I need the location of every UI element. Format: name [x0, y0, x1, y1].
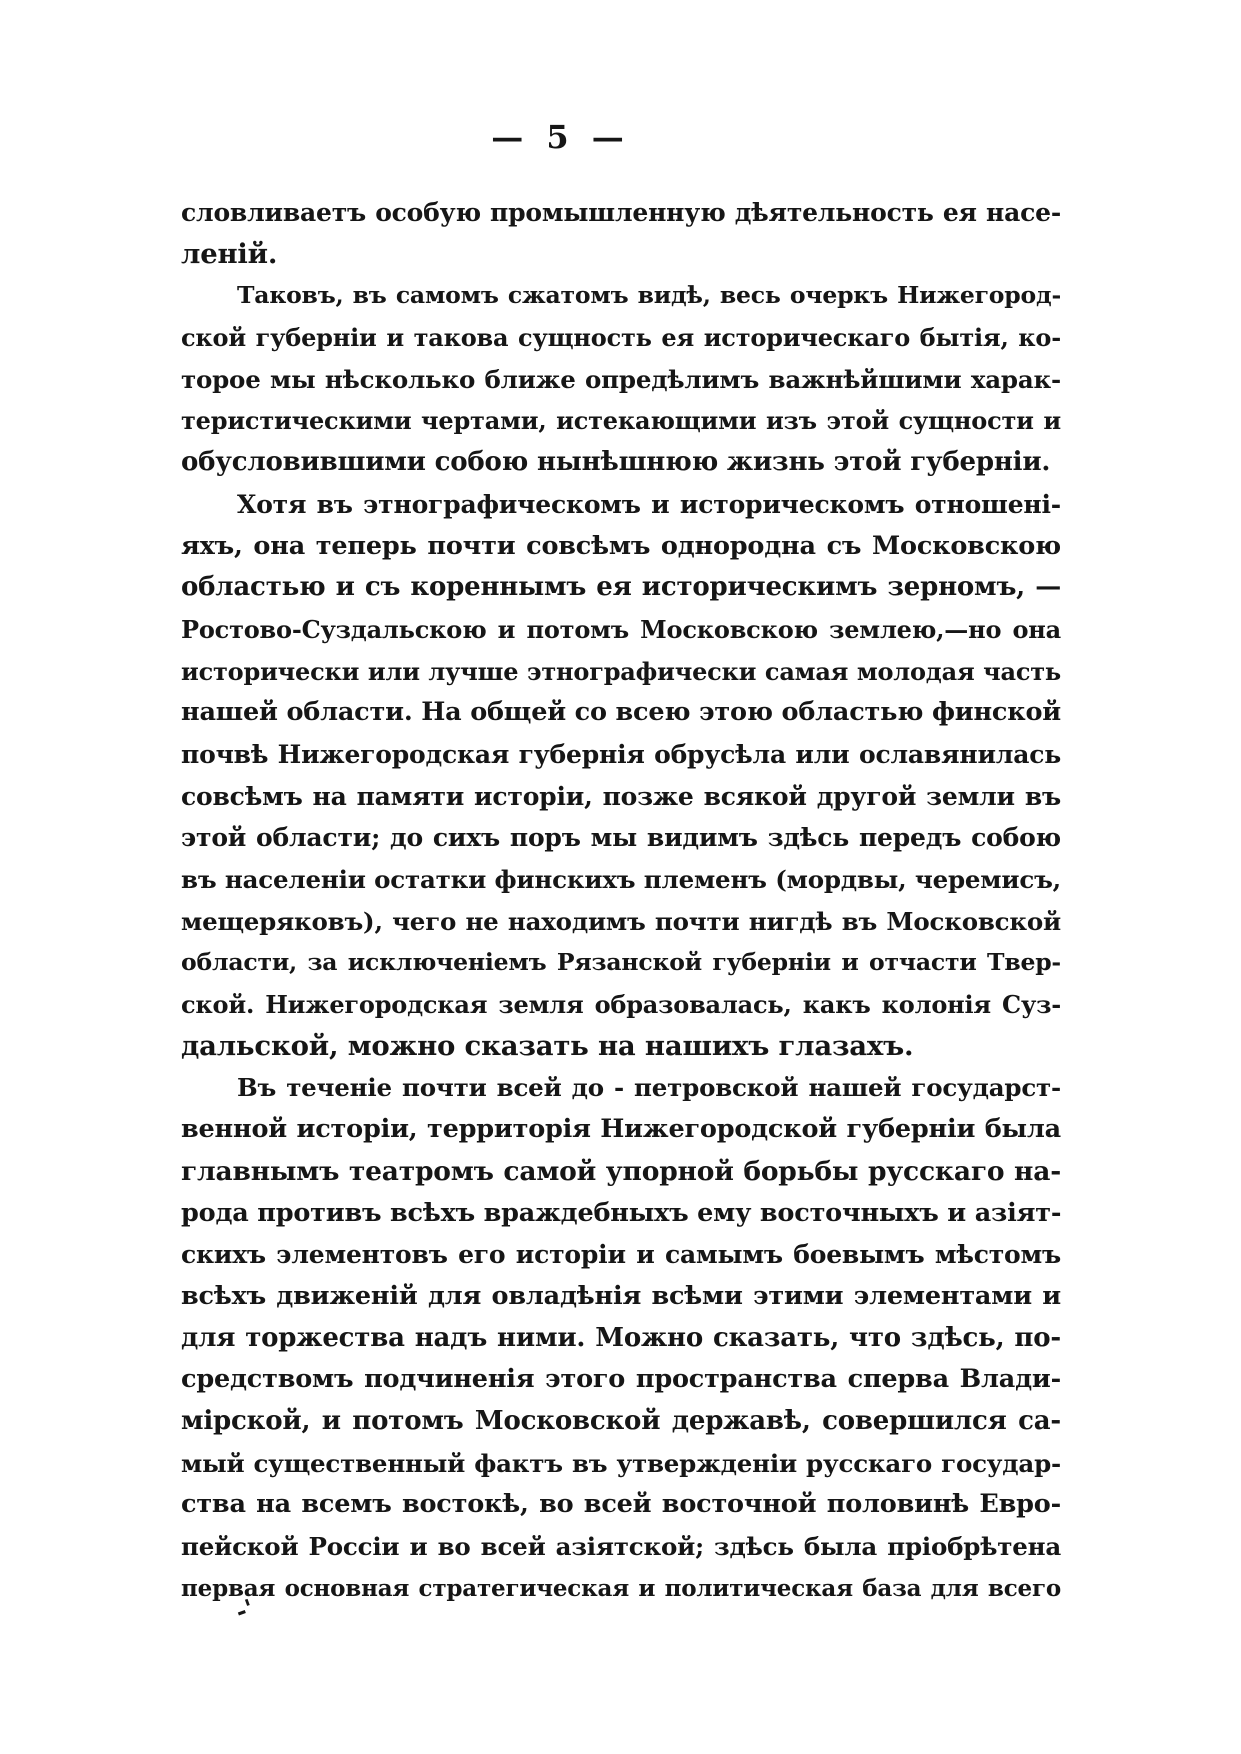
text-line: мещеряковъ), чего не находимъ почти нигдѣ въ Московской — [181, 906, 1061, 936]
text-line: этой области; до сихъ поръ мы видимъ здѣсь передъ собою — [181, 823, 1061, 853]
text-line: области, за исключеніемъ Рязанской губерніи и отчасти Твер- — [181, 948, 1061, 977]
text-line: всѣхъ движеній для овладѣнія всѣми этими элементами и — [181, 1280, 1061, 1311]
text-line: леній. — [181, 237, 278, 270]
text-line: для торжества надъ ними. Можно сказать, что здѣсь, по- — [181, 1322, 1061, 1353]
text-line: торое мы нѣсколько ближе опредѣлимъ важнѣйшими харак- — [181, 364, 1061, 394]
body-text — [181, 192, 1061, 1609]
text-line: мірской, и потомъ Московской державѣ, совершился са- — [181, 1405, 1061, 1436]
text-line: средствомъ подчиненія этого пространства сперва Влади- — [181, 1364, 1061, 1395]
text-line: рода противъ всѣхъ враждебныхъ ему восточныхъ и азіят- — [181, 1197, 1062, 1228]
text-line: Хотя въ этнографическомъ и историческомъ отношені- — [237, 489, 1061, 519]
text-line: ства на всемъ востокѣ, во всей восточной половинѣ Евро- — [181, 1489, 1061, 1520]
text-line: совсѣмъ на памяти исторіи, позже всякой другой земли въ — [181, 781, 1061, 811]
text-line: исторически или лучше этнографически самая молодая часть — [181, 656, 1061, 686]
text-line: скихъ элементовъ его исторіи и самымъ боевымъ мѣстомъ — [181, 1240, 1061, 1270]
text-line: венной исторіи, территорія Нижегородской губерніи была — [181, 1114, 1061, 1145]
text-line: словливаетъ особую промышленную дѣятельность ея насе- — [181, 198, 1061, 227]
text-line: нашей области. На общей со всею этою областью финской — [181, 697, 1061, 728]
page-number: — 5 — — [491, 118, 630, 156]
text-line: въ населеніи остатки финскихъ племенъ (мордвы, черемисъ, — [181, 865, 1061, 894]
text-line: пейской Россіи и во всей азіятской; здѣсь была пріобрѣтена — [181, 1532, 1061, 1561]
text-line: дальской, можно сказать на нашихъ глазахъ. — [181, 1029, 914, 1062]
text-line: теристическими чертами, истекающими изъ этой сущности и — [181, 406, 1061, 436]
text-line: Въ теченіе почти всей до - петровской нашей государст- — [237, 1073, 1061, 1103]
text-line: первая основная стратегическая и политическая база для всего — [181, 1574, 1061, 1602]
text-line: Таковъ, въ самомъ сжатомъ видѣ, весь очеркъ Нижегород- — [237, 281, 1061, 310]
text-line: главнымъ театромъ самой упорной борьбы русскаго на- — [181, 1155, 1061, 1187]
text-line: областью и съ кореннымъ ея историческимъ зерномъ, — — [181, 572, 1061, 603]
text-line: ской губерніи и такова сущность ея историческаго бытія, ко- — [181, 323, 1061, 353]
text-line: обусловившими собою нынѣшнюю жизнь этой губерніи. — [181, 447, 1051, 478]
text-line: мый существенный фактъ въ утвержденіи русскаго государ- — [181, 1448, 1061, 1478]
stray-ink-mark: -' — [231, 1592, 258, 1627]
text-line: Ростово-Суздальскою и потомъ Московскою землею,—но она — [181, 614, 1061, 644]
text-line: яхъ, она теперь почти совсѣмъ однородна съ Московскою — [181, 530, 1061, 561]
text-line: почвѣ Нижегородская губернія обрусѣла или ославянилась — [181, 739, 1061, 769]
text-line: ской. Нижегородская земля образовалась, какъ колонія Суз- — [181, 990, 1061, 1020]
